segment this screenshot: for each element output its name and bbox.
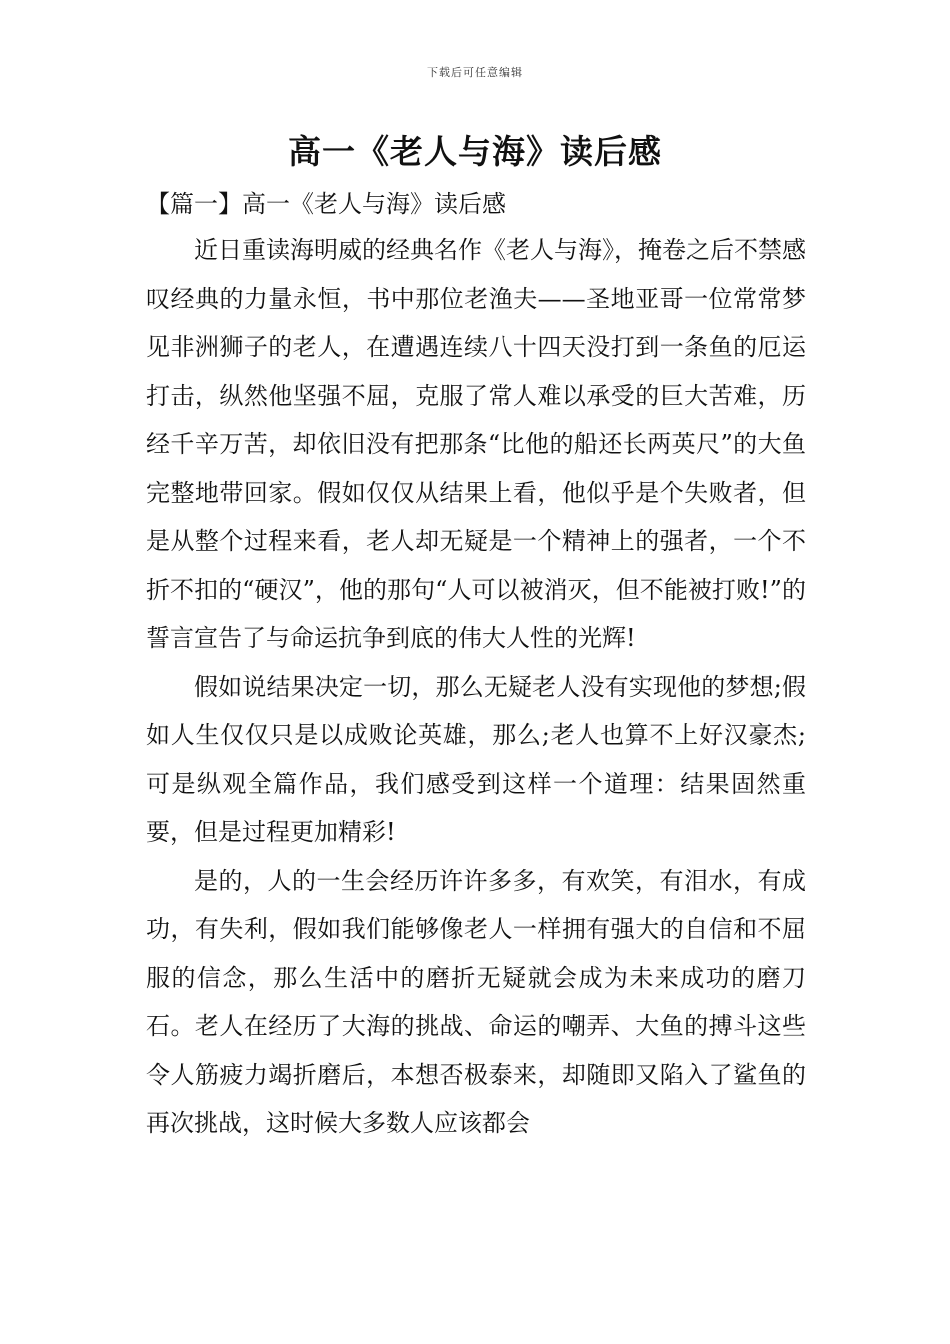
paragraph-1: 近日重读海明威的经典名作《老人与海》，掩卷之后不禁感叹经典的力量永恒，书中那位老渔夫——圣地亚哥一位常常梦见非洲狮子的老人，在遭遇连续八十四天没打到一条鱼的厄运打击，纵然他坚强不屈，克服了常人难以承受的巨大苦难，历经千辛万苦，却依旧没有把那条“比他的船还长两英尺”的大鱼完整地带回家。假如仅仅从结果上看，他似乎是个失败者，但是从整个过程来看，老人却无疑是一个精神上的强者，一个不折不扣的“硬汉”，他的那句“人可以被消灭，但不能被打败!”的誓言宣告了与命运抗争到底的伟大人性的光辉! [146,236,806,652]
paragraph-2: 假如说结果决定一切，那么无疑老人没有实现他的梦想;假如人生仅仅只是以成败论英雄，那么;老人也算不上好汉豪杰;可是纵观全篇作品，我们感受到这样一个道理：结果固然重要，但是过程更加精彩! [146,672,806,846]
section-heading: 【篇一】高一《老人与海》读后感 [146,190,506,218]
document-title: 高一《老人与海》读后感 [288,132,662,171]
paragraph-3: 是的，人的一生会经历许许多多，有欢笑，有泪水，有成功，有失利，假如我们能够像老人一样拥有强大的自信和不屈服的信念，那么生活中的磨折无疑就会成为未来成功的磨刀石。老人在经历了大海的挑战、命运的嘲弄、大鱼的搏斗这些令人筋疲力竭折磨后，本想否极泰来，却随即又陷入了鲨鱼的再次挑战，这时候大多数人应该都会 [146,866,806,1137]
body-text [146,226,806,1148]
header-note: 下载后可任意编辑 [427,66,523,79]
